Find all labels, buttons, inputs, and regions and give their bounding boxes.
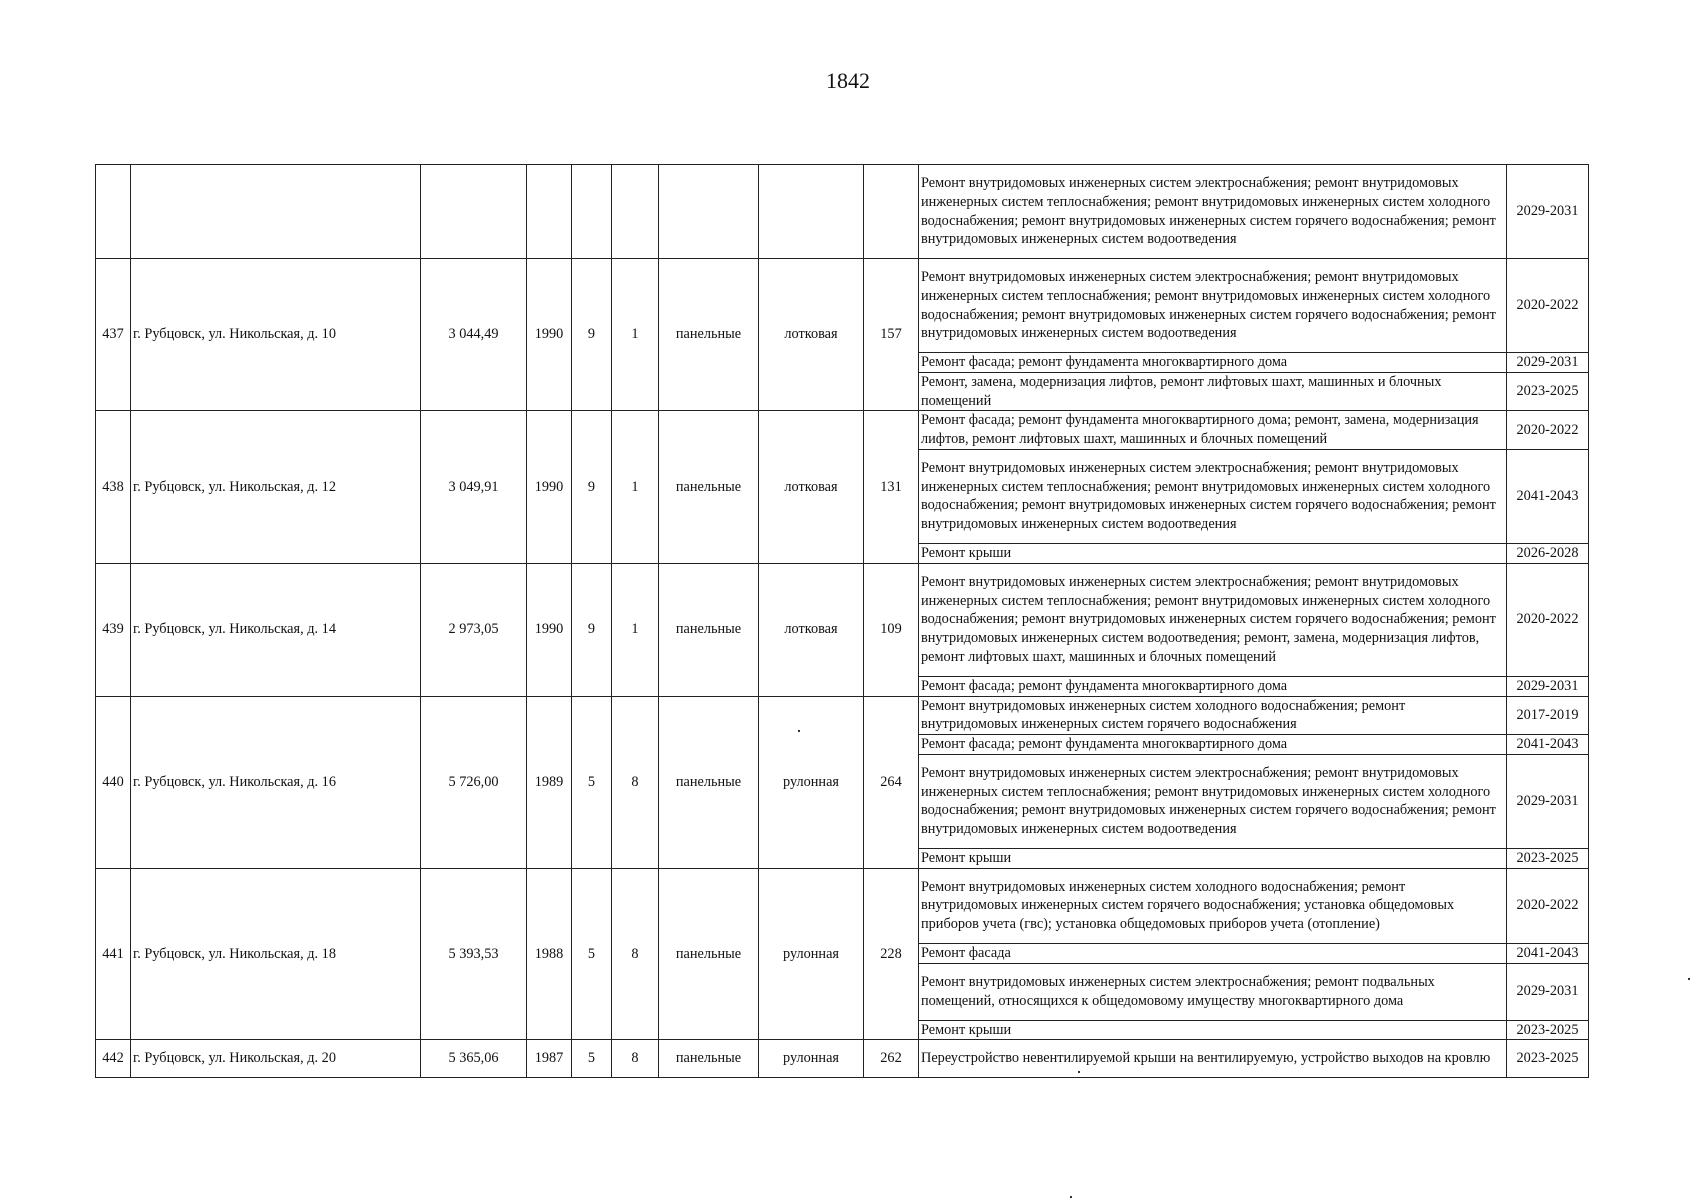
work-period: 2020-2022: [1507, 868, 1589, 943]
table-row: [96, 1040, 1589, 1078]
address-cell: г. Рубцовск, ул. Никольская, д. 10: [131, 259, 421, 411]
work-description: Ремонт фасада; ремонт фундамента многоквартирного дома; ремонт, замена, модернизация лифтов, ремонт лифтовых шахт, машинных и блочных помещений: [919, 411, 1507, 450]
work-description: Ремонт внутридомовых инженерных систем электроснабжения; ремонт подвальных помещений, относящихся к общедомовому имуществу многоквартирного дома: [919, 963, 1507, 1020]
area-cell: [421, 165, 527, 259]
work-description: Ремонт крыши: [919, 1020, 1507, 1040]
area-cell: 3 049,91: [421, 411, 527, 563]
table-row: [96, 563, 1589, 676]
table-row: [96, 868, 1589, 943]
residents-cell: 131: [864, 411, 919, 563]
table-row: [96, 165, 1589, 259]
floors-cell: 9: [572, 563, 612, 696]
work-period: 2020-2022: [1507, 563, 1589, 676]
work-period: 2023-2025: [1507, 1020, 1589, 1040]
entrances-cell: 8: [612, 868, 659, 1040]
floors-cell: 5: [572, 868, 612, 1040]
work-description: Ремонт внутридомовых инженерных систем электроснабжения; ремонт внутридомовых инженерных систем теплоснабжения; ремонт внутридомовых инженерных систем холодного водоснабжения; ремонт внутридомовых инженерных систем горячего водоснабжения; ремонт внутридомовых инженерных систем водоотведения: [919, 165, 1507, 259]
area-cell: 2 973,05: [421, 563, 527, 696]
work-period: 2029-2031: [1507, 676, 1589, 696]
work-period: 2029-2031: [1507, 353, 1589, 373]
entrances-cell: 1: [612, 259, 659, 411]
walls-cell: панельные: [659, 696, 759, 868]
residents-cell: 264: [864, 696, 919, 868]
work-period: 2023-2025: [1507, 848, 1589, 868]
entrances-cell: [612, 165, 659, 259]
work-description: Ремонт, замена, модернизация лифтов, ремонт лифтовых шахт, машинных и блочных помещений: [919, 372, 1507, 411]
work-period: 2029-2031: [1507, 963, 1589, 1020]
row-number: [96, 165, 131, 259]
work-period: 2020-2022: [1507, 411, 1589, 450]
roof-cell: [759, 165, 864, 259]
year-cell: 1990: [527, 259, 572, 411]
table-row: [96, 259, 1589, 353]
floors-cell: 9: [572, 411, 612, 563]
work-description: Ремонт внутридомовых инженерных систем электроснабжения; ремонт внутридомовых инженерных систем теплоснабжения; ремонт внутридомовых инженерных систем холодного водоснабжения; ремонт внутридомовых инженерных систем горячего водоснабжения; ремонт внутридомовых инженерных систем водоотведения: [919, 259, 1507, 353]
year-cell: 1989: [527, 696, 572, 868]
work-period: 2023-2025: [1507, 372, 1589, 411]
area-cell: 5 365,06: [421, 1040, 527, 1078]
address-cell: г. Рубцовск, ул. Никольская, д. 14: [131, 563, 421, 696]
entrances-cell: 1: [612, 411, 659, 563]
row-number: 438: [96, 411, 131, 563]
area-cell: 5 726,00: [421, 696, 527, 868]
scan-speck: [1078, 1071, 1080, 1073]
page-number: 1842: [826, 68, 870, 93]
work-description: Ремонт внутридомовых инженерных систем холодного водоснабжения; ремонт внутридомовых инженерных систем горячего водоснабжения; установка общедомовых приборов учета (гвс); установка общедомовых приборов учета (отопление): [919, 868, 1507, 943]
work-description: Ремонт фасада: [919, 943, 1507, 963]
address-cell: г. Рубцовск, ул. Никольская, д. 20: [131, 1040, 421, 1078]
scan-speck: [1688, 978, 1690, 980]
year-cell: 1988: [527, 868, 572, 1040]
year-cell: 1990: [527, 563, 572, 696]
residents-cell: 157: [864, 259, 919, 411]
row-number: 439: [96, 563, 131, 696]
work-period: 2017-2019: [1507, 696, 1589, 735]
roof-cell: рулонная: [759, 1040, 864, 1078]
floors-cell: [572, 165, 612, 259]
work-period: 2029-2031: [1507, 754, 1589, 848]
work-description: Ремонт внутридомовых инженерных систем электроснабжения; ремонт внутридомовых инженерных систем теплоснабжения; ремонт внутридомовых инженерных систем холодного водоснабжения; ремонт внутридомовых инженерных систем горячего водоснабжения; ремонт внутридомовых инженерных систем водоотведения; ремонт, замена, модернизация лифтов, ремонт лифтовых шахт, машинных и блочных помещений: [919, 563, 1507, 676]
year-cell: [527, 165, 572, 259]
address-cell: г. Рубцовск, ул. Никольская, д. 18: [131, 868, 421, 1040]
row-number: 442: [96, 1040, 131, 1078]
walls-cell: [659, 165, 759, 259]
row-number: 437: [96, 259, 131, 411]
address-cell: г. Рубцовск, ул. Никольская, д. 16: [131, 696, 421, 868]
residents-cell: 228: [864, 868, 919, 1040]
residents-cell: [864, 165, 919, 259]
residents-cell: 262: [864, 1040, 919, 1078]
floors-cell: 9: [572, 259, 612, 411]
address-cell: [131, 165, 421, 259]
walls-cell: панельные: [659, 411, 759, 563]
work-period: 2020-2022: [1507, 259, 1589, 353]
roof-cell: лотковая: [759, 259, 864, 411]
address-cell: г. Рубцовск, ул. Никольская, д. 12: [131, 411, 421, 563]
scan-speck: [798, 730, 800, 732]
walls-cell: панельные: [659, 259, 759, 411]
walls-cell: панельные: [659, 1040, 759, 1078]
entrances-cell: 8: [612, 1040, 659, 1078]
work-period: 2023-2025: [1507, 1040, 1589, 1078]
work-description: Ремонт фасада; ремонт фундамента многоквартирного дома: [919, 676, 1507, 696]
roof-cell: лотковая: [759, 563, 864, 696]
roof-cell: рулонная: [759, 696, 864, 868]
year-cell: 1987: [527, 1040, 572, 1078]
table-row: [96, 696, 1589, 735]
work-period: 2041-2043: [1507, 735, 1589, 755]
area-cell: 3 044,49: [421, 259, 527, 411]
scan-speck: [1070, 1196, 1072, 1198]
table-body: [96, 165, 1589, 1078]
entrances-cell: 1: [612, 563, 659, 696]
walls-cell: панельные: [659, 868, 759, 1040]
row-number: 440: [96, 696, 131, 868]
work-description: Ремонт фасада; ремонт фундамента многоквартирного дома: [919, 353, 1507, 373]
repair-schedule-table: [95, 164, 1589, 1078]
work-period: 2029-2031: [1507, 165, 1589, 259]
work-period: 2041-2043: [1507, 449, 1589, 543]
roof-cell: лотковая: [759, 411, 864, 563]
work-description: Ремонт крыши: [919, 848, 1507, 868]
work-description: Ремонт внутридомовых инженерных систем электроснабжения; ремонт внутридомовых инженерных систем теплоснабжения; ремонт внутридомовых инженерных систем холодного водоснабжения; ремонт внутридомовых инженерных систем горячего водоснабжения; ремонт внутридомовых инженерных систем водоотведения: [919, 449, 1507, 543]
floors-cell: 5: [572, 1040, 612, 1078]
roof-cell: рулонная: [759, 868, 864, 1040]
work-description: Переустройство невентилируемой крыши на вентилируемую, устройство выходов на кровлю: [919, 1040, 1507, 1078]
row-number: 441: [96, 868, 131, 1040]
entrances-cell: 8: [612, 696, 659, 868]
work-period: 2026-2028: [1507, 543, 1589, 563]
residents-cell: 109: [864, 563, 919, 696]
floors-cell: 5: [572, 696, 612, 868]
work-description: Ремонт фасада; ремонт фундамента многоквартирного дома: [919, 735, 1507, 755]
work-description: Ремонт внутридомовых инженерных систем электроснабжения; ремонт внутридомовых инженерных систем теплоснабжения; ремонт внутридомовых инженерных систем холодного водоснабжения; ремонт внутридомовых инженерных систем горячего водоснабжения; ремонт внутридомовых инженерных систем водоотведения: [919, 754, 1507, 848]
table-row: [96, 411, 1589, 450]
work-description: Ремонт внутридомовых инженерных систем холодного водоснабжения; ремонт внутридомовых инженерных систем горячего водоснабжения: [919, 696, 1507, 735]
walls-cell: панельные: [659, 563, 759, 696]
year-cell: 1990: [527, 411, 572, 563]
work-period: 2041-2043: [1507, 943, 1589, 963]
work-description: Ремонт крыши: [919, 543, 1507, 563]
area-cell: 5 393,53: [421, 868, 527, 1040]
